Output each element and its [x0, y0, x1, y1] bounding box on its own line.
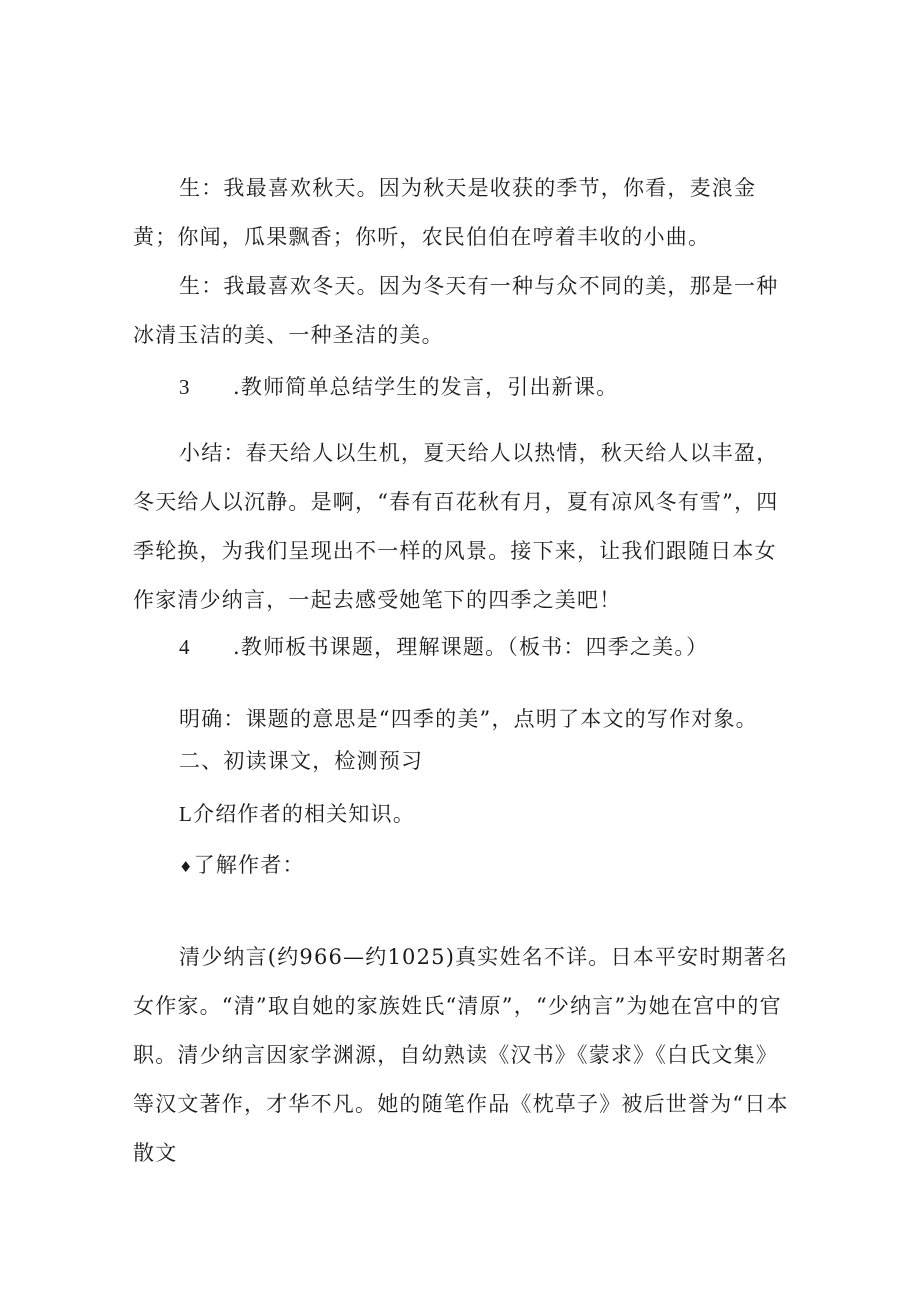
list-item-marker: L: [179, 802, 194, 826]
list-item-number: 4: [179, 635, 191, 659]
diamond-bullet-icon: ♦: [179, 858, 194, 876]
paragraph-clarify: 明确：课题的意思是“四季的美”，点明了本文的写作对象。: [179, 707, 758, 731]
paragraph-autumn: 生：我最喜欢秋天。因为秋天是收获的季节，你看，麦浪金黄；你闻，瓜果飘香；你听，农民伯伯在哼着丰收的小曲。: [133, 176, 757, 249]
list-item-l: [179, 799, 415, 829]
paragraph-author: 清少纳言(约966—约1025)真实姓名不详。日本平安时期著名女作家。“清”取自她的家族姓氏“清原”，“少纳言”为她在宫中的官职。清少纳言因家学渊源，自幼熟读《汉书》《蒙求》《白氏文集》等汉文著作，才华不凡。她的随笔作品《枕草子》被后世誉为“日本散文: [133, 945, 789, 1165]
paragraph-winter: 生：我最喜欢冬天。因为冬天有一种与众不同的美，那是一种冰清玉洁的美、一种圣洁的美。: [133, 274, 779, 347]
bullet-item-text: 了解作者：: [193, 853, 305, 877]
list-item-text: .教师简单总结学生的发言，引出新课。: [233, 375, 619, 399]
list-item-number: 3: [179, 375, 191, 399]
list-item-text: .教师板书课题，理解课题。（板书：四季之美。）: [233, 635, 709, 659]
paragraph-summary: 小结：春天给人以生机，夏天给人以热情，秋天给人以丰盈，冬天给人以沉静。是啊，“春有百花秋有月，夏有凉风冬有雪”，四季轮换，为我们呈现出不一样的风景。接下来，让我们跟随日本女作家清少纳言，一起去感受她笔下的四季之美吧！: [133, 441, 779, 612]
bullet-item: [179, 850, 305, 882]
list-item-4: [179, 632, 708, 662]
section-heading: 二、初读课文，检测预习: [179, 749, 424, 773]
list-item-text: 介绍作者的相关知识。: [193, 802, 416, 826]
list-item-3: [179, 372, 618, 402]
